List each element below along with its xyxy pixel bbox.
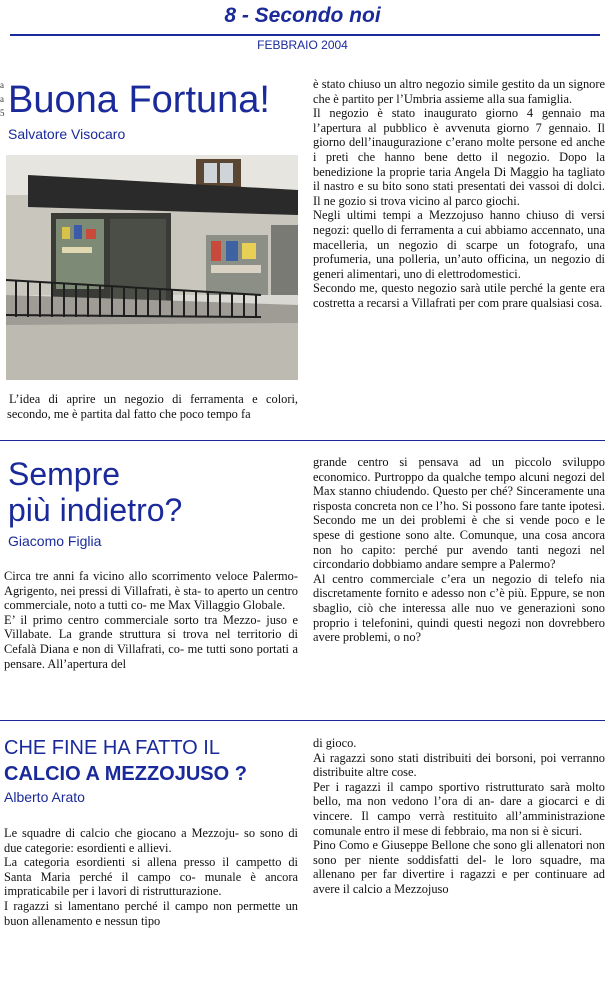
- paragraph: Per i ragazzi il campo sportivo ristrutturato sarà molto bello, ma non vedono l’ora di an- dare a giocarci e di vincere. Il campo verrà restituito all’amministrazione comunale entro il mese di febbraio, ma non si è sicuri.: [313, 779, 605, 838]
- paragraph: I ragazzi si lamentano perché il campo non permette un buon allenamento e nessun tipo: [4, 898, 298, 928]
- gutter-marks: [0, 78, 6, 120]
- title-line: CALCIO A MEZZOJUSO ?: [4, 763, 247, 785]
- paragraph: Circa tre anni fa vicino allo scorrimento veloce Palermo-Agrigento, nei pressi di Villafrati, è sta- to aperto un centro commerciale, noto a tutti co- me Max Villaggio Globale.: [4, 569, 298, 613]
- section-divider: [0, 440, 605, 441]
- paragraph: Le squadre di calcio che giocano a Mezzoju- so sono di due categorie: esordienti e allievi.: [4, 826, 298, 855]
- article-1-right-column: [313, 77, 605, 311]
- gutter-mark: a: [0, 94, 4, 104]
- paragraph: E’ il primo centro commerciale sorto tra Mezzo- juso e Villabate. La grande struttura si trova nel territorio di Cefalà Diana e non di Villafrati, co- me tutti sono portati a pensare. All’apertura del: [4, 612, 298, 671]
- title-line: CHE FINE HA FATTO IL: [4, 737, 220, 759]
- article-title-sempre: [8, 456, 182, 528]
- title-line: più indietro?: [8, 492, 183, 528]
- header-rule: [10, 34, 600, 36]
- shop-photo-icon: [6, 155, 298, 380]
- article-3-right-column: [313, 736, 605, 897]
- article-author: Alberto Arato: [4, 789, 85, 805]
- title-line: Sempre: [8, 456, 121, 492]
- paragraph: di gioco.: [313, 736, 357, 750]
- article-title-buona-fortuna: Buona Fortuna!: [8, 79, 270, 121]
- paragraph: è stato chiuso un altro negozio simile gestito da un signore che è partito per l’Umbria assieme alla sua famiglia.: [313, 77, 605, 106]
- gutter-mark: 5: [0, 108, 5, 118]
- article-author: Salvatore Visocaro: [8, 126, 126, 142]
- paragraph: L’idea di aprire un negozio di ferramenta e colori, secondo, me è partita dal fatto che poco tempo fa: [7, 392, 298, 421]
- page-header-title: 8 - Secondo noi: [224, 4, 381, 27]
- article-author: Giacomo Figlia: [8, 533, 102, 549]
- article-2-right-column: [313, 455, 605, 645]
- shop-photo: [6, 155, 298, 380]
- gutter-mark: a: [0, 80, 4, 90]
- section-divider: [0, 720, 605, 721]
- paragraph: Il negozio è stato inaugurato giorno 4 gennaio ma l’apertura al pubblico è avvenuta giorno 7 gennaio. Il giorno dell’inaugurazione c’erano molte persone ed anche i preti che hanno bene detto il negozio. Dopo la benedizione la proprie taria Angela Di Maggio ha tagliato il nastro e su bito sono stati presentati dei vassoi di dolci. Il ne gozio si trova vicino al parco giochi.: [313, 106, 605, 208]
- paragraph: Secondo me, questo negozio sarà utile perché la gente era costretta a recarsi a Villafrati per com prare qualsiasi cosa.: [313, 281, 605, 310]
- article-title-calcio: [4, 735, 247, 787]
- issue-date: FEBBRAIO 2004: [257, 38, 348, 52]
- paragraph: Negli ultimi tempi a Mezzojuso hanno chiuso di versi negozi: quello di ferramenta a cui abbiamo accennato, una macelleria, un negozio di scarpe un fotografo, una profumeria, una polleria, un’auto officina, un negozio di generi alimentari, uno di elettrodomestici.: [313, 208, 605, 281]
- paragraph: Al centro commerciale c’era un negozio di telefo nia discretamente fornito e adesso non c’è più. Eppure, se non sbaglio, ciò che interessa alle nuo ve generazioni sono proprio i telefonini, quindi questi negozi non dovrebbero avere problemi, o no?: [313, 571, 605, 645]
- article-2-left-column: [4, 569, 298, 671]
- article-3-left-column: [4, 826, 298, 928]
- article-1-left-column: [7, 392, 298, 421]
- paragraph: Pino Como e Giuseppe Bellone che sono gli allenatori non sono per niente soddisfatti del- le loro squadre, ma allenano per far divertire i ragazzi e per continuare ad avere il calcio a Mezzojuso: [313, 838, 605, 896]
- paragraph: grande centro si pensava ad un piccolo sviluppo economico. Purtroppo da qualche tempo alcuni negozi del Max stanno chiudendo. Questo per ché? Sinceramente una risposta concreta non ce l’ho. Si possono fare tante ipotesi. Secondo me un dei problemi è che si vende poco e le spese di gestione sono alte. Comunque, una cosa ancora non ho capito: perché pur avendo tanti negozi nel circondario dobbiamo andare sempre a Palermo?: [313, 455, 605, 572]
- paragraph: Ai ragazzi sono stati distribuiti dei borsoni, poi verranno distribuite altre cose.: [313, 750, 605, 780]
- paragraph: La categoria esordienti si allena presso il campetto di Santa Maria perché il campo co- munale è ancora impraticabile per i lavori di ristrutturazione.: [4, 855, 298, 899]
